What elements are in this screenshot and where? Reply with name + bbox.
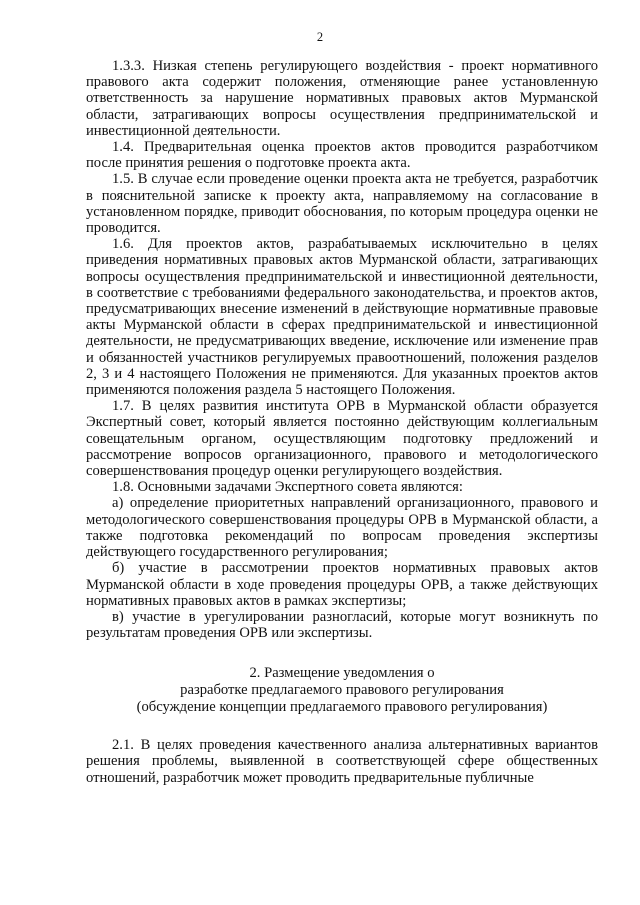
paragraph-1-3-3: 1.3.3. Низкая степень регулирующего воздействия - проект нормативного правового акта содержит положения, отменяющие ранее установленную ответственность за нарушение нормативных правовых актов Мурманской области, затрагивающих вопросы осуществления предпринимательской и инвестиционной деятельности.	[86, 58, 598, 139]
paragraph-1-8: 1.8. Основными задачами Экспертного совета являются:	[112, 479, 463, 496]
section-heading	[86, 665, 598, 715]
section-heading-line-1: 2. Размещение уведомления о	[249, 665, 435, 682]
section-heading-line-3: (обсуждение концепции предлагаемого правового регулирования)	[136, 698, 548, 715]
paragraph-1-4: 1.4. Предварительная оценка проектов актов проводится разработчиком после принятия решения о подготовке проекта акта.	[86, 139, 598, 172]
paragraph-1-7: 1.7. В целях развития института ОРВ в Мурманской области образуется Экспертный совет, который является постоянно действующим коллегиальным совещательным органом, осуществляющим подготовку предложений и рассмотрение вопросов организационного, правового и методологического совершенствования процедур оценки регулирующего воздействия.	[86, 398, 598, 480]
paragraph-1-6: 1.6. Для проектов актов, разрабатываемых исключительно в целях приведения нормативных правовых актов Мурманской области, затрагивающих вопросы осуществления предпринимательской и инвестиционной деятельности, в соответствие с требованиями федерального законодательства, и проектов актов, предусматривающих внесение изменений в действующие нормативные правовые акты Мурманской области в сферах предпринимательской и инвестиционной деятельности, не предусматривающих введение, исключение или изменение прав и обязанностей участников регулируемых правоотношений, положения разделов 2, 3 и 4 настоящего Положения не применяются. Для указанных проектов актов применяются положения раздела 5 настоящего Положения.	[86, 236, 598, 399]
list-item-a: а) определение приоритетных направлений организационного, правового и методологического совершенствования процедуры ОРВ в Мурманской области, а также подготовка рекомендаций по вопросам проведения экспертизы действующего государственного регулирования;	[86, 495, 598, 561]
page-number: 2	[316, 30, 324, 44]
paragraph-1-5: 1.5. В случае если проведение оценки проекта акта не требуется, разработчик в пояснительной записке к проекту акта, направляемому на согласование в установленном порядке, приводит обоснования, по которым процедура оценки не проводится.	[86, 171, 598, 237]
section-heading-line-2: разработке предлагаемого правового регулирования	[180, 681, 504, 698]
list-item-b: б) участие в рассмотрении проектов нормативных правовых актов Мурманской области в ходе проведения процедуры ОРВ, а также действующих нормативных правовых актов в рамках экспертизы;	[86, 560, 598, 609]
document-body	[86, 58, 598, 786]
list-item-v: в) участие в урегулировании разногласий, которые могут возникнуть по результатам проведения ОРВ или экспертизы.	[86, 608, 598, 642]
paragraph-2-1: 2.1. В целях проведения качественного анализа альтернативных вариантов решения проблемы, выявленной в соответствующей сфере общественных отношений, разработчик может проводить предварительные публичные	[86, 737, 598, 786]
